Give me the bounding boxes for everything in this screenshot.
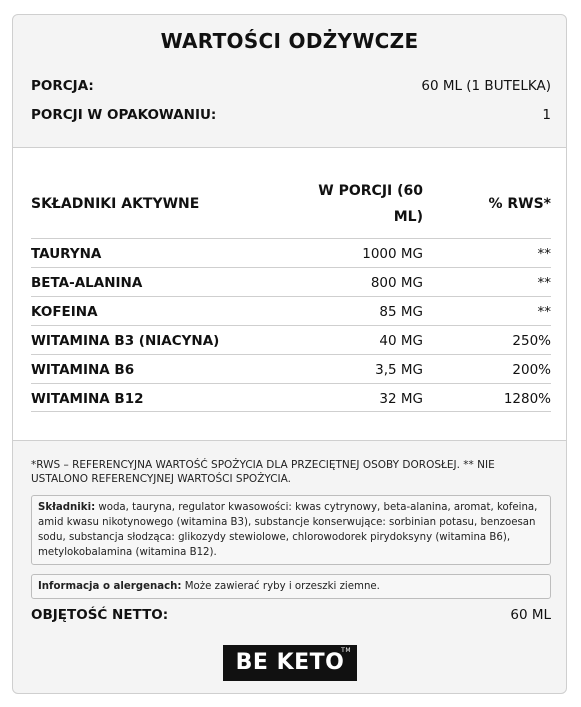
allergens-label: Informacja o alergenach: [38, 581, 182, 592]
ingredient-name: WITAMINA B12 [31, 391, 144, 407]
servings-per-pack-label: PORCJI W OPAKOWANIU: [31, 107, 217, 123]
ingredients-table [31, 238, 551, 412]
net-volume-row [31, 607, 551, 623]
ingredient-amount: 800 MG [370, 275, 423, 291]
header-per-serving: W PORCJI (60 ML) [318, 183, 423, 225]
table-row [31, 354, 551, 383]
trademark-mark: TM [341, 647, 351, 654]
nutrition-facts-card [12, 14, 567, 694]
ingredient-rws: 200% [512, 362, 551, 378]
table-row [31, 325, 551, 354]
ingredient-rws: ** [537, 275, 551, 291]
ingredient-amount: 40 MG [379, 333, 423, 349]
table-row [31, 238, 551, 267]
table-row [31, 383, 551, 412]
ingredient-rws: ** [537, 246, 551, 262]
ingredient-amount: 3,5 MG [375, 362, 423, 378]
serving-label: PORCJA: [31, 78, 94, 94]
table-header [31, 178, 551, 238]
ingredient-rws: 250% [512, 333, 551, 349]
servings-per-pack-row [31, 107, 551, 123]
table-row [31, 267, 551, 296]
ingredient-name: BETA-ALANINA [31, 275, 143, 291]
ingredient-name: WITAMINA B6 [31, 362, 135, 378]
ingredient-rws: ** [537, 304, 551, 320]
ingredient-name: WITAMINA B3 (NIACYNA) [31, 333, 220, 349]
ingredients-box [31, 495, 551, 565]
servings-per-pack-value: 1 [542, 107, 551, 123]
table-row [31, 296, 551, 325]
header-ingredient: SKŁADNIKI AKTYWNE [31, 196, 200, 212]
page-title: WARTOŚCI ODŻYWCZE [160, 29, 419, 53]
ingredient-name: KOFEINA [31, 304, 98, 320]
ingredients-label: Składniki: [38, 502, 96, 513]
ingredient-amount: 1000 MG [362, 246, 423, 262]
ingredient-amount: 85 MG [379, 304, 423, 320]
net-volume-value: 60 ML [510, 607, 551, 623]
serving-value: 60 ML (1 BUTELKA) [421, 78, 551, 94]
ingredient-rws: 1280% [503, 391, 551, 407]
net-volume-label: OBJĘTOŚĆ NETTO: [31, 607, 169, 623]
active-ingredients-section [13, 147, 566, 441]
rws-footnote: *RWS – REFERENCYJNA WARTOŚĆ SPOŻYCIA DLA PRZECIĘTNEJ OSOBY DOROSŁEJ. ** NIE USTALONO REFERENCYJNEJ WARTOŚCI SPOŻYCIA. [31, 459, 495, 485]
header-rws: % RWS* [488, 196, 551, 212]
serving-row [31, 78, 551, 94]
brand-logo [223, 645, 357, 681]
allergens-box [31, 574, 551, 599]
ingredient-amount: 32 ΜG [379, 391, 423, 407]
brand-logo-text: BE KETO [235, 650, 345, 675]
allergens-text: Może zawierać ryby i orzeszki ziemne. [181, 581, 380, 592]
ingredients-text: woda, tauryna, regulator kwasowości: kwas cytrynowy, beta-alanina, aromat, kofeina, amid kwasu nikotynowego (witamina B3), substancje konserwujące: sorbinian potasu, benzoesan sodu, substancja słodząca: glikozydy stewiolowe, chlorowodorek pirydoksyny (witamina B6), metylokobalamina (witamina B12). [38, 502, 538, 558]
ingredient-name: TAURYNA [31, 246, 102, 262]
